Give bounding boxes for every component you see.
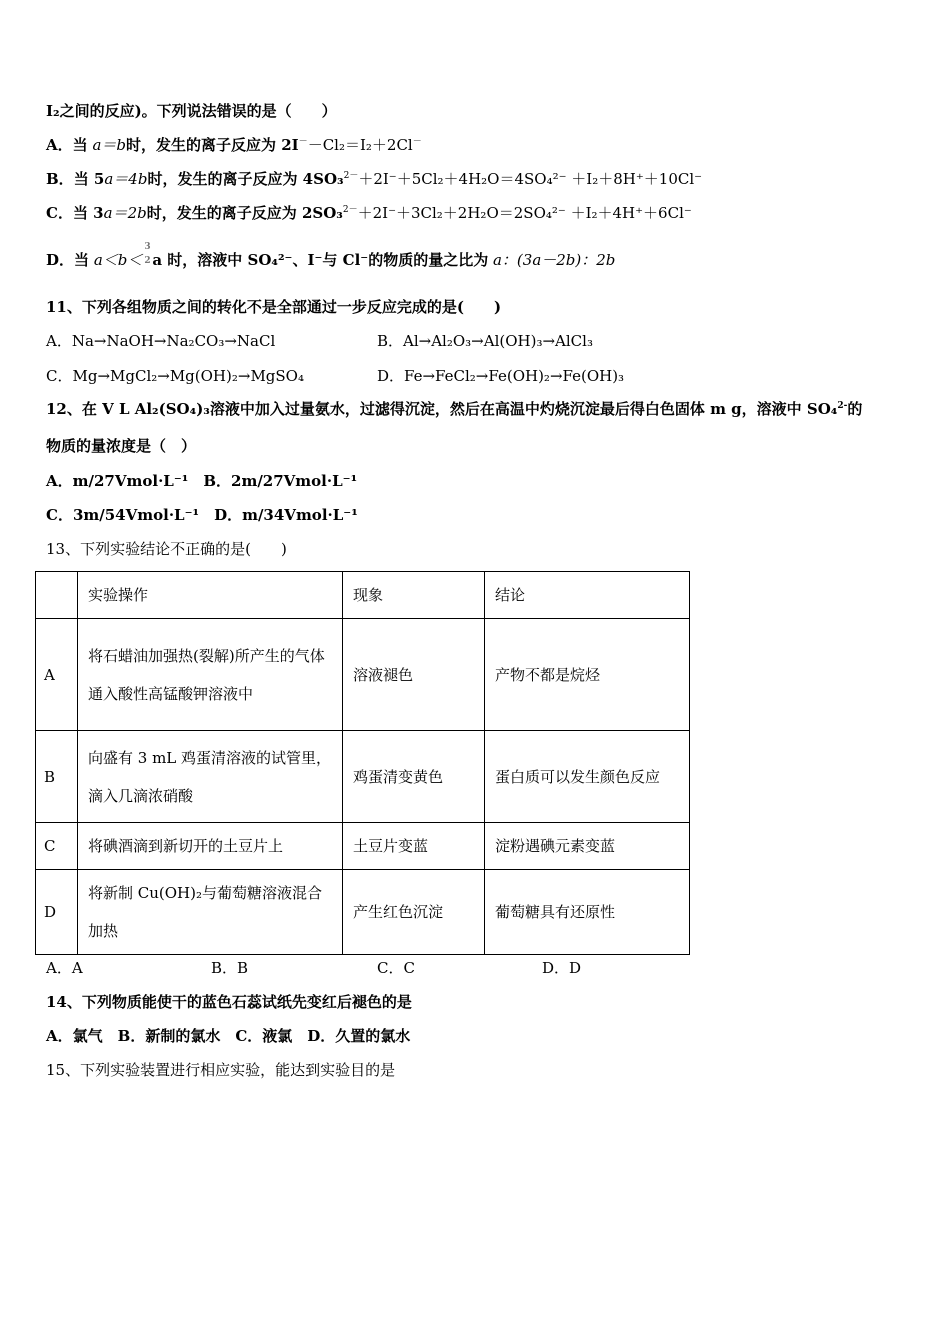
row-operation: 将石蜡油加强热(裂解)所产生的气体通入酸性高锰酸钾溶液中 xyxy=(78,619,343,731)
row-conclusion: 产物不都是烷烃 xyxy=(485,619,690,731)
table-header-row xyxy=(36,572,690,619)
q12-options-cd: C．3m/54Vmol·L⁻¹ D．m/34Vmol·L⁻¹ xyxy=(46,506,358,524)
row-operation: 将碘酒滴到新切开的土豆片上 xyxy=(78,823,343,870)
row-phenomenon: 溶液褪色 xyxy=(343,619,485,731)
table-header-blank xyxy=(36,572,78,619)
q14-stem: 14、下列物质能使干的蓝色石蕊试纸先变红后褪色的是 xyxy=(46,993,412,1011)
row-label: B xyxy=(36,731,78,823)
table-header-conclusion: 结论 xyxy=(485,572,690,619)
row-operation: 将新制 Cu(OH)₂与葡萄糖溶液混合加热 xyxy=(78,870,343,955)
row-label: C xyxy=(36,823,78,870)
q12-stem-line1: 12、在 V L Al₂(SO₄)₃溶液中加入过量氨水，过滤得沉淀，然后在高温中灼烧沉淀最后得白色固体 m g，溶液中 SO₄$^{2-}$的 xyxy=(46,400,863,418)
row-label: A xyxy=(36,619,78,731)
table-header-operation: 实验操作 xyxy=(78,572,343,619)
q10-option-b: B．当 5a＝4b时，发生的离子反应为 4SO₃$^{2-}$＋2I⁻＋5Cl₂＋4H₂O＝4SO₄²⁻ ＋I₂＋8H⁺＋10Cl⁻ xyxy=(46,170,703,188)
row-phenomenon: 鸡蛋清变黄色 xyxy=(343,731,485,823)
row-conclusion: 淀粉遇碘元素变蓝 xyxy=(485,823,690,870)
q11-option-a: A．Na→NaOH→Na₂CO₃→NaCl xyxy=(46,332,276,350)
table-row xyxy=(36,619,690,731)
q13-answer-c: C．C xyxy=(377,959,415,977)
table-header-phenomenon: 现象 xyxy=(343,572,485,619)
q11-option-d: D．Fe→FeCl₂→Fe(OH)₂→Fe(OH)₃ xyxy=(377,367,625,385)
q10-option-c: C．当 3a＝2b时，发生的离子反应为 2SO₃$^{2-}$＋2I⁻＋3Cl₂＋2H₂O＝2SO₄²⁻ ＋I₂＋4H⁺＋6Cl⁻ xyxy=(46,204,692,222)
q10-option-a: A．当 a＝b时，发生的离子反应为 2I－－Cl₂＝I₂＋2Cl－ xyxy=(46,136,422,154)
row-operation: 向盛有 3 mL 鸡蛋清溶液的试管里，滴入几滴浓硝酸 xyxy=(78,731,343,823)
q10-intro: I₂之间的反应)。下列说法错误的是（ ） xyxy=(46,102,337,120)
row-phenomenon: 土豆片变蓝 xyxy=(343,823,485,870)
q14-options: A．氯气 B．新制的氯水 C．液氯 D．久置的氯水 xyxy=(46,1027,411,1045)
q13-answer-b: B．B xyxy=(211,959,249,977)
fraction-three-halves: 3 2 xyxy=(144,242,151,266)
table-row xyxy=(36,823,690,870)
q13-stem: 13、下列实验结论不正确的是( ) xyxy=(46,540,287,558)
row-conclusion: 葡萄糖具有还原性 xyxy=(485,870,690,955)
q13-answer-d: D．D xyxy=(542,959,582,977)
q11-option-c: C．Mg→MgCl₂→Mg(OH)₂→MgSO₄ xyxy=(46,367,304,385)
q13-answer-a: A．A xyxy=(46,959,83,977)
q11-stem: 11、下列各组物质之间的转化不是全部通过一步反应完成的是( ) xyxy=(46,298,502,316)
experiment-table xyxy=(35,571,690,955)
table-row xyxy=(36,731,690,823)
q12-stem-line2: 物质的量浓度是（ ） xyxy=(46,437,197,455)
table-row xyxy=(36,870,690,955)
q12-options-ab: A．m/27Vmol·L⁻¹ B．2m/27Vmol·L⁻¹ xyxy=(46,472,358,490)
row-label: D xyxy=(36,870,78,955)
q11-option-b: B．Al→Al₂O₃→Al(OH)₃→AlCl₃ xyxy=(377,332,593,350)
q15-stem: 15、下列实验装置进行相应实验，能达到实验目的是 xyxy=(46,1061,396,1079)
row-conclusion: 蛋白质可以发生颜色反应 xyxy=(485,731,690,823)
q10-option-d: D．当 a＜b＜ 3 2 a 时，溶液中 SO₄²⁻、I⁻与 Cl⁻的物质的量之比为 a：(3a－2b)：2b xyxy=(46,242,616,269)
row-phenomenon: 产生红色沉淀 xyxy=(343,870,485,955)
